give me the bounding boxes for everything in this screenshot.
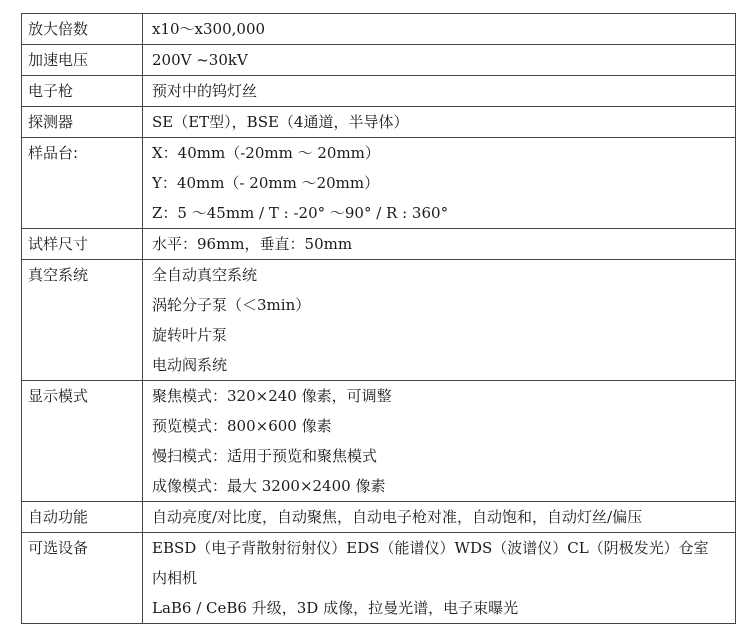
spec-value-line: 电动阀系统 bbox=[152, 356, 228, 374]
spec-value-line: EBSD（电子背散射衍射仪）EDS（能谱仪）WDS（波谱仪）CL（阴极发光）仓室 bbox=[152, 539, 709, 557]
spec-label: 样品台: bbox=[28, 144, 79, 162]
spec-value-line: 聚焦模式：320×240 像素，可调整 bbox=[152, 387, 392, 405]
spec-value-line: SE（ET型），BSE（4通道，半导体） bbox=[152, 113, 409, 131]
spec-label: 真空系统 bbox=[28, 266, 89, 284]
spec-value-cell bbox=[143, 76, 736, 107]
spec-value-line: 内相机 bbox=[152, 569, 198, 587]
spec-row bbox=[22, 107, 736, 138]
spec-value-line: 全自动真空系统 bbox=[152, 266, 258, 284]
spec-label-cell bbox=[22, 138, 143, 229]
spec-value-line: Y：40mm（- 20mm ～20mm） bbox=[152, 174, 380, 192]
spec-value-cell bbox=[143, 260, 736, 381]
spec-label: 加速电压 bbox=[28, 51, 89, 69]
spec-row bbox=[22, 533, 736, 624]
spec-value-line: 自动亮度/对比度，自动聚焦，自动电子枪对准，自动饱和，自动灯丝/偏压 bbox=[152, 508, 643, 526]
spec-value-cell bbox=[143, 502, 736, 533]
spec-label-cell bbox=[22, 533, 143, 624]
spec-value-line: Z：5 ～45mm / T : -20° ～90° / R : 360° bbox=[152, 204, 449, 222]
spec-label-cell bbox=[22, 14, 143, 45]
spec-value-cell bbox=[143, 14, 736, 45]
spec-row bbox=[22, 229, 736, 260]
spec-value-line: 旋转叶片泵 bbox=[152, 326, 228, 344]
spec-value-cell bbox=[143, 138, 736, 229]
spec-row bbox=[22, 45, 736, 76]
spec-value-line: 预对中的钨灯丝 bbox=[152, 82, 258, 100]
spec-value-cell bbox=[143, 533, 736, 624]
spec-value-cell bbox=[143, 107, 736, 138]
spec-value-line: LaB6 / CeB6 升级，3D 成像，拉曼光谱，电子束曝光 bbox=[152, 599, 519, 617]
spec-label: 试样尺寸 bbox=[28, 235, 89, 253]
spec-label: 放大倍数 bbox=[28, 20, 89, 38]
spec-label-cell bbox=[22, 107, 143, 138]
spec-row bbox=[22, 260, 736, 381]
spec-value-line: X：40mm（-20mm ～ 20mm） bbox=[152, 144, 380, 162]
spec-label-cell bbox=[22, 260, 143, 381]
spec-row bbox=[22, 502, 736, 533]
spec-label: 探测器 bbox=[28, 113, 74, 131]
spec-label: 自动功能 bbox=[28, 508, 89, 526]
spec-label: 电子枪 bbox=[28, 82, 74, 100]
spec-table bbox=[21, 13, 736, 624]
spec-label: 显示模式 bbox=[28, 387, 89, 405]
spec-value-line: 水平：96mm，垂直：50mm bbox=[152, 235, 353, 253]
spec-label-cell bbox=[22, 381, 143, 502]
spec-value-line: 成像模式：最大 3200×2400 像素 bbox=[152, 477, 386, 495]
spec-value-cell bbox=[143, 229, 736, 260]
spec-row bbox=[22, 76, 736, 107]
spec-value-line: 涡轮分子泵（＜3min） bbox=[152, 296, 311, 314]
spec-value-cell bbox=[143, 381, 736, 502]
spec-value-line: 200V ~30kV bbox=[152, 51, 248, 69]
spec-label-cell bbox=[22, 76, 143, 107]
spec-row bbox=[22, 14, 736, 45]
spec-label-cell bbox=[22, 502, 143, 533]
spec-value-line: 预览模式：800×600 像素 bbox=[152, 417, 332, 435]
spec-label-cell bbox=[22, 45, 143, 76]
spec-value-line: 慢扫模式：适用于预览和聚焦模式 bbox=[152, 447, 378, 465]
spec-label-cell bbox=[22, 229, 143, 260]
spec-label: 可选设备 bbox=[28, 539, 89, 557]
spec-row bbox=[22, 138, 736, 229]
spec-row bbox=[22, 381, 736, 502]
spec-value-line: x10～x300,000 bbox=[152, 20, 266, 38]
spec-table-body bbox=[22, 14, 736, 624]
spec-value-cell bbox=[143, 45, 736, 76]
